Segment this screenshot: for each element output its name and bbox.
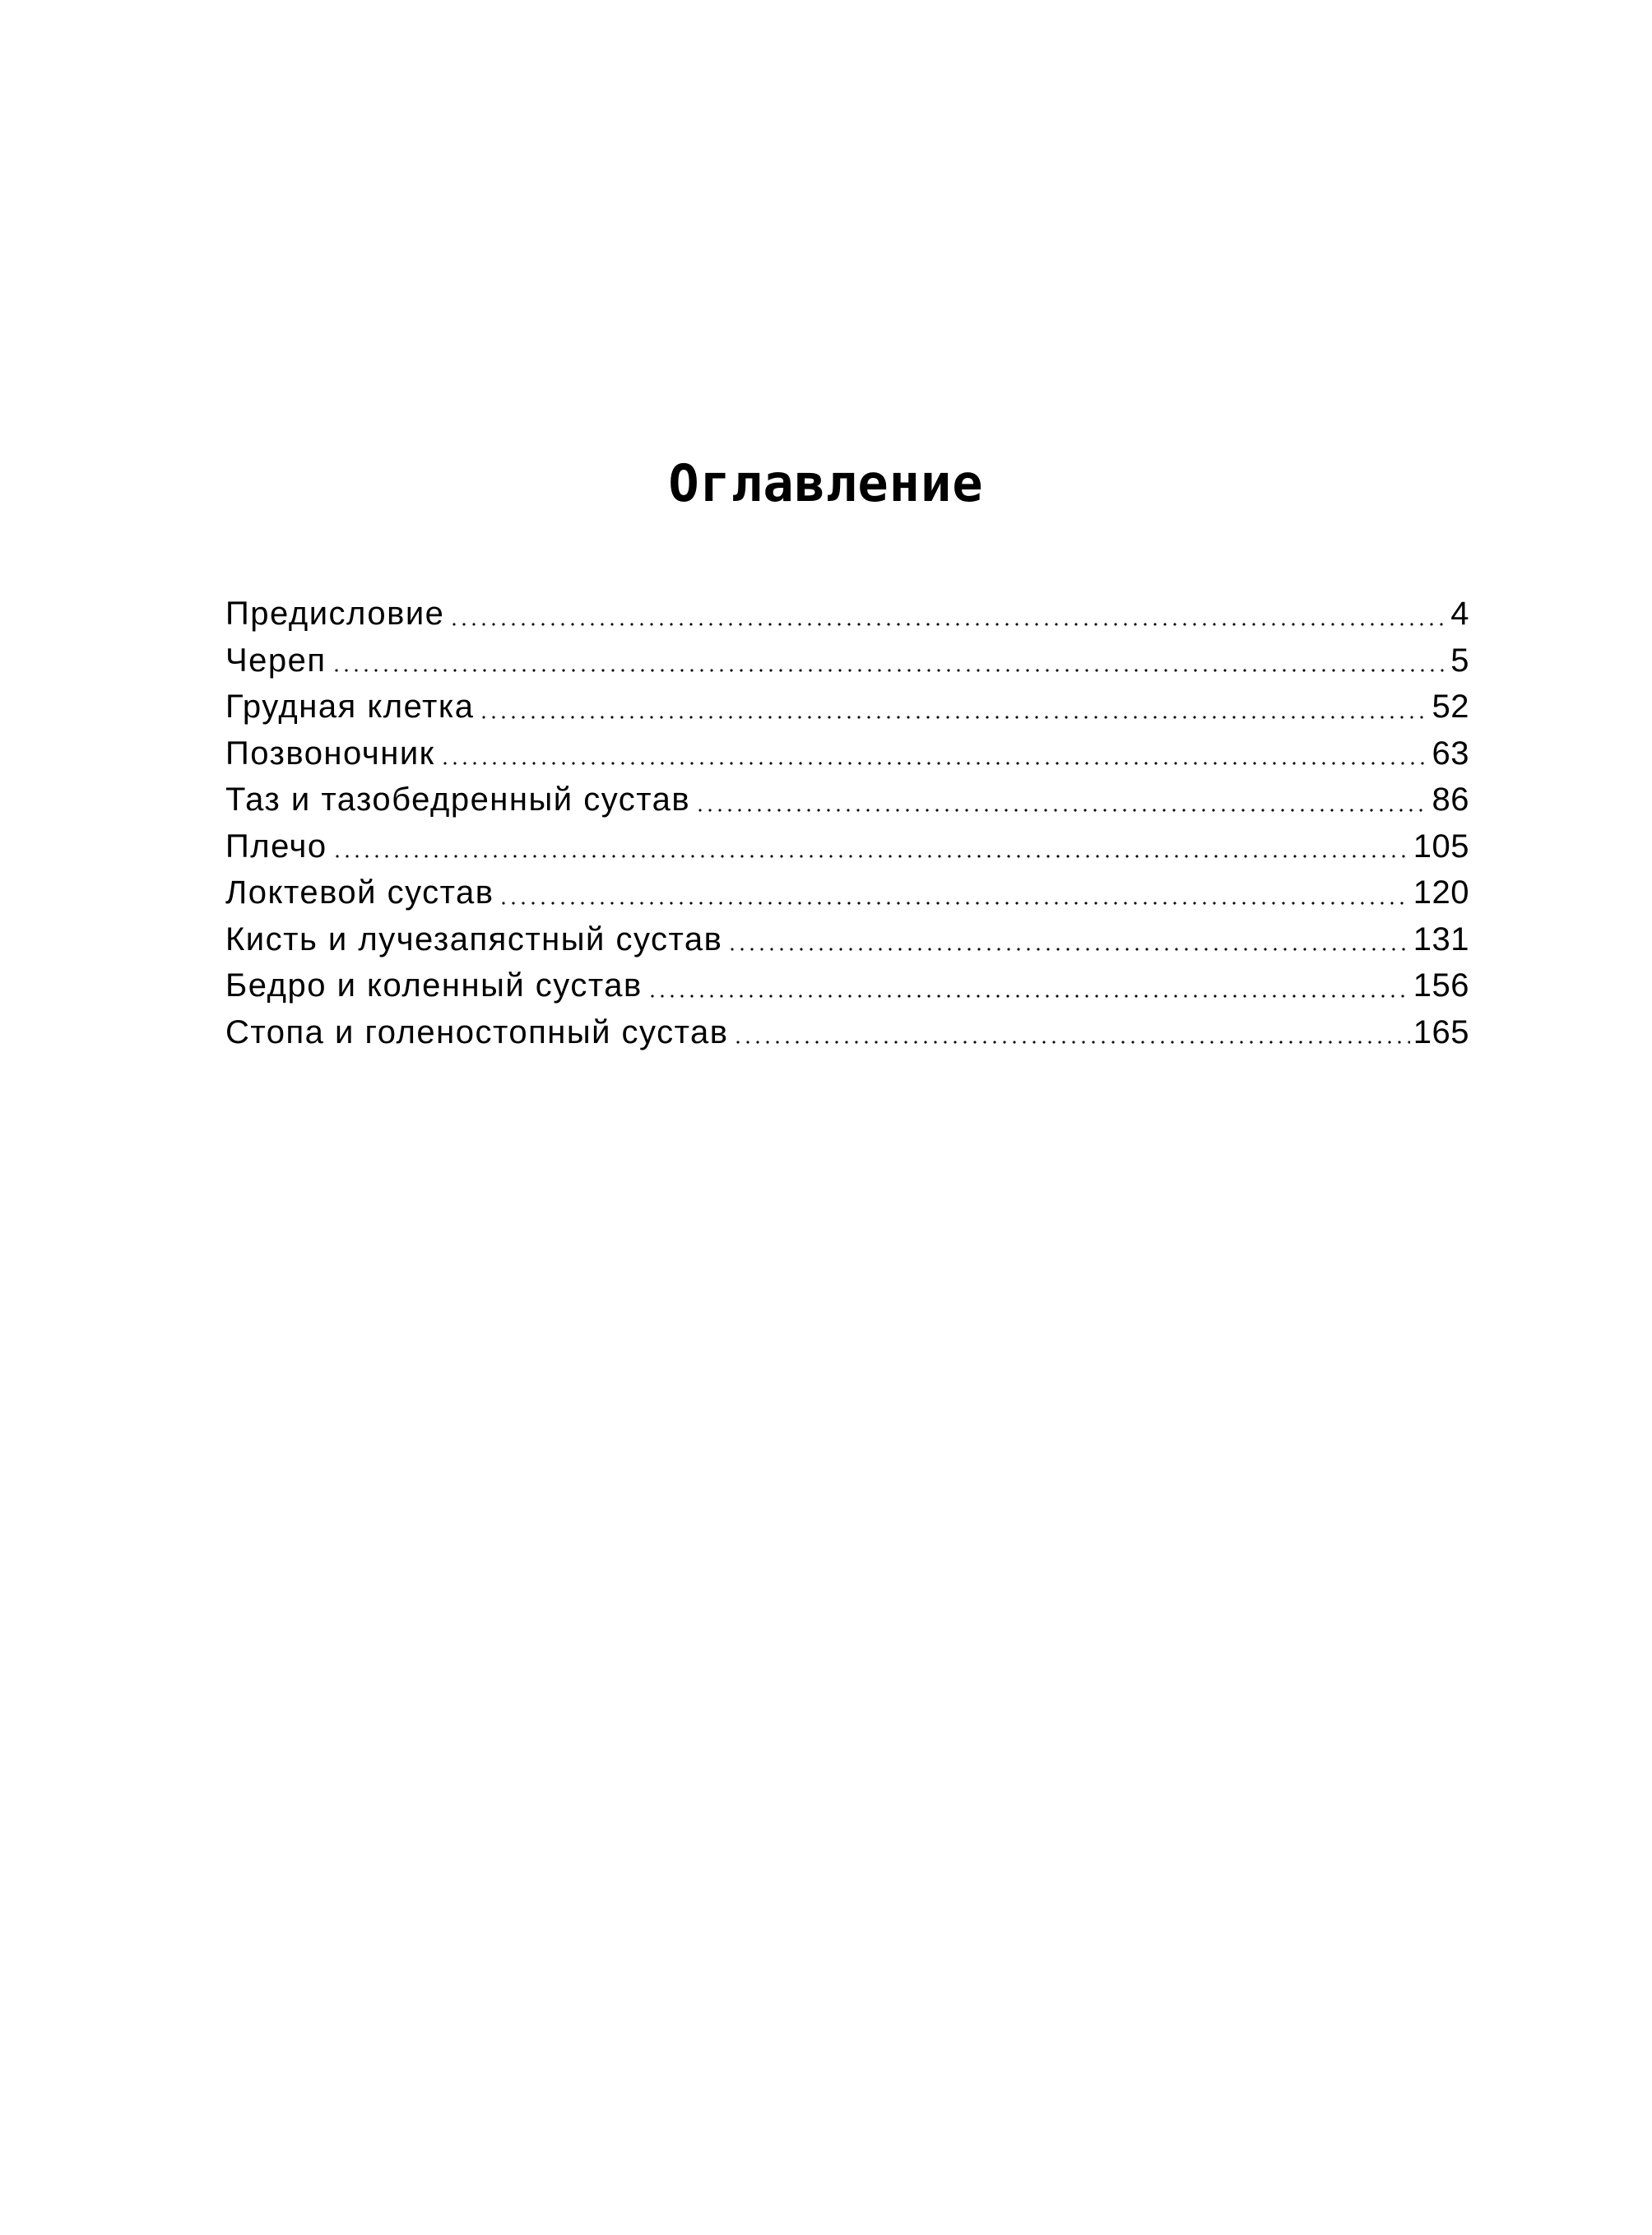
toc-title: Оглавление [668,453,984,513]
toc-entry-elbow [225,869,1469,916]
toc-entry-label: Предисловие [225,596,445,632]
toc-entry-label: Грудная клетка [225,689,475,725]
toc-entry-label: Череп [225,642,327,679]
dot-leader [499,901,1409,906]
toc-entry-page-number: 63 [1432,735,1469,772]
dot-leader [647,994,1410,999]
toc-entry-page-number: 131 [1413,920,1469,958]
dot-leader [733,1040,1409,1045]
toc-entry-spine [225,730,1469,777]
toc-entry-skull [225,638,1469,684]
toc-entry-page-number: 105 [1413,828,1469,865]
dot-leader [695,808,1428,813]
toc-entry-label: Плечо [225,828,327,865]
toc-entry-label: Кисть и лучезапястный сустав [225,920,723,958]
toc-entry-thigh-knee [225,962,1469,1009]
toc-entry-page-number: 4 [1450,596,1469,632]
dot-leader [727,947,1409,952]
toc-entry-page-number: 86 [1432,781,1469,818]
dot-leader [332,668,1448,673]
toc-entry-page-number: 120 [1413,874,1469,911]
toc-entry-page-number: 52 [1432,689,1469,725]
dot-leader [332,854,1410,859]
toc-entry-chest [225,684,1469,730]
toc-entry-label: Стопа и голеностопный сустав [225,1013,729,1050]
table-of-contents [225,591,1469,1055]
toc-entry-hand-wrist [225,916,1469,963]
toc-entry-label: Локтевой сустав [225,874,494,911]
toc-entry-page-number: 5 [1450,642,1469,679]
dot-leader [449,622,1447,627]
toc-entry-label: Бедро и коленный сустав [225,967,643,1004]
toc-entry-preface [225,591,1469,638]
toc-entry-page-number: 156 [1413,967,1469,1004]
toc-entry-shoulder [225,823,1469,870]
dot-leader [479,715,1428,720]
toc-entry-label: Позвоночник [225,735,435,772]
toc-entry-foot-ankle [225,1009,1469,1056]
toc-entry-label: Таз и тазобедренный сустав [225,781,691,818]
dot-leader [440,761,1429,766]
toc-entry-page-number: 165 [1413,1013,1469,1050]
toc-entry-pelvis-hip [225,777,1469,823]
